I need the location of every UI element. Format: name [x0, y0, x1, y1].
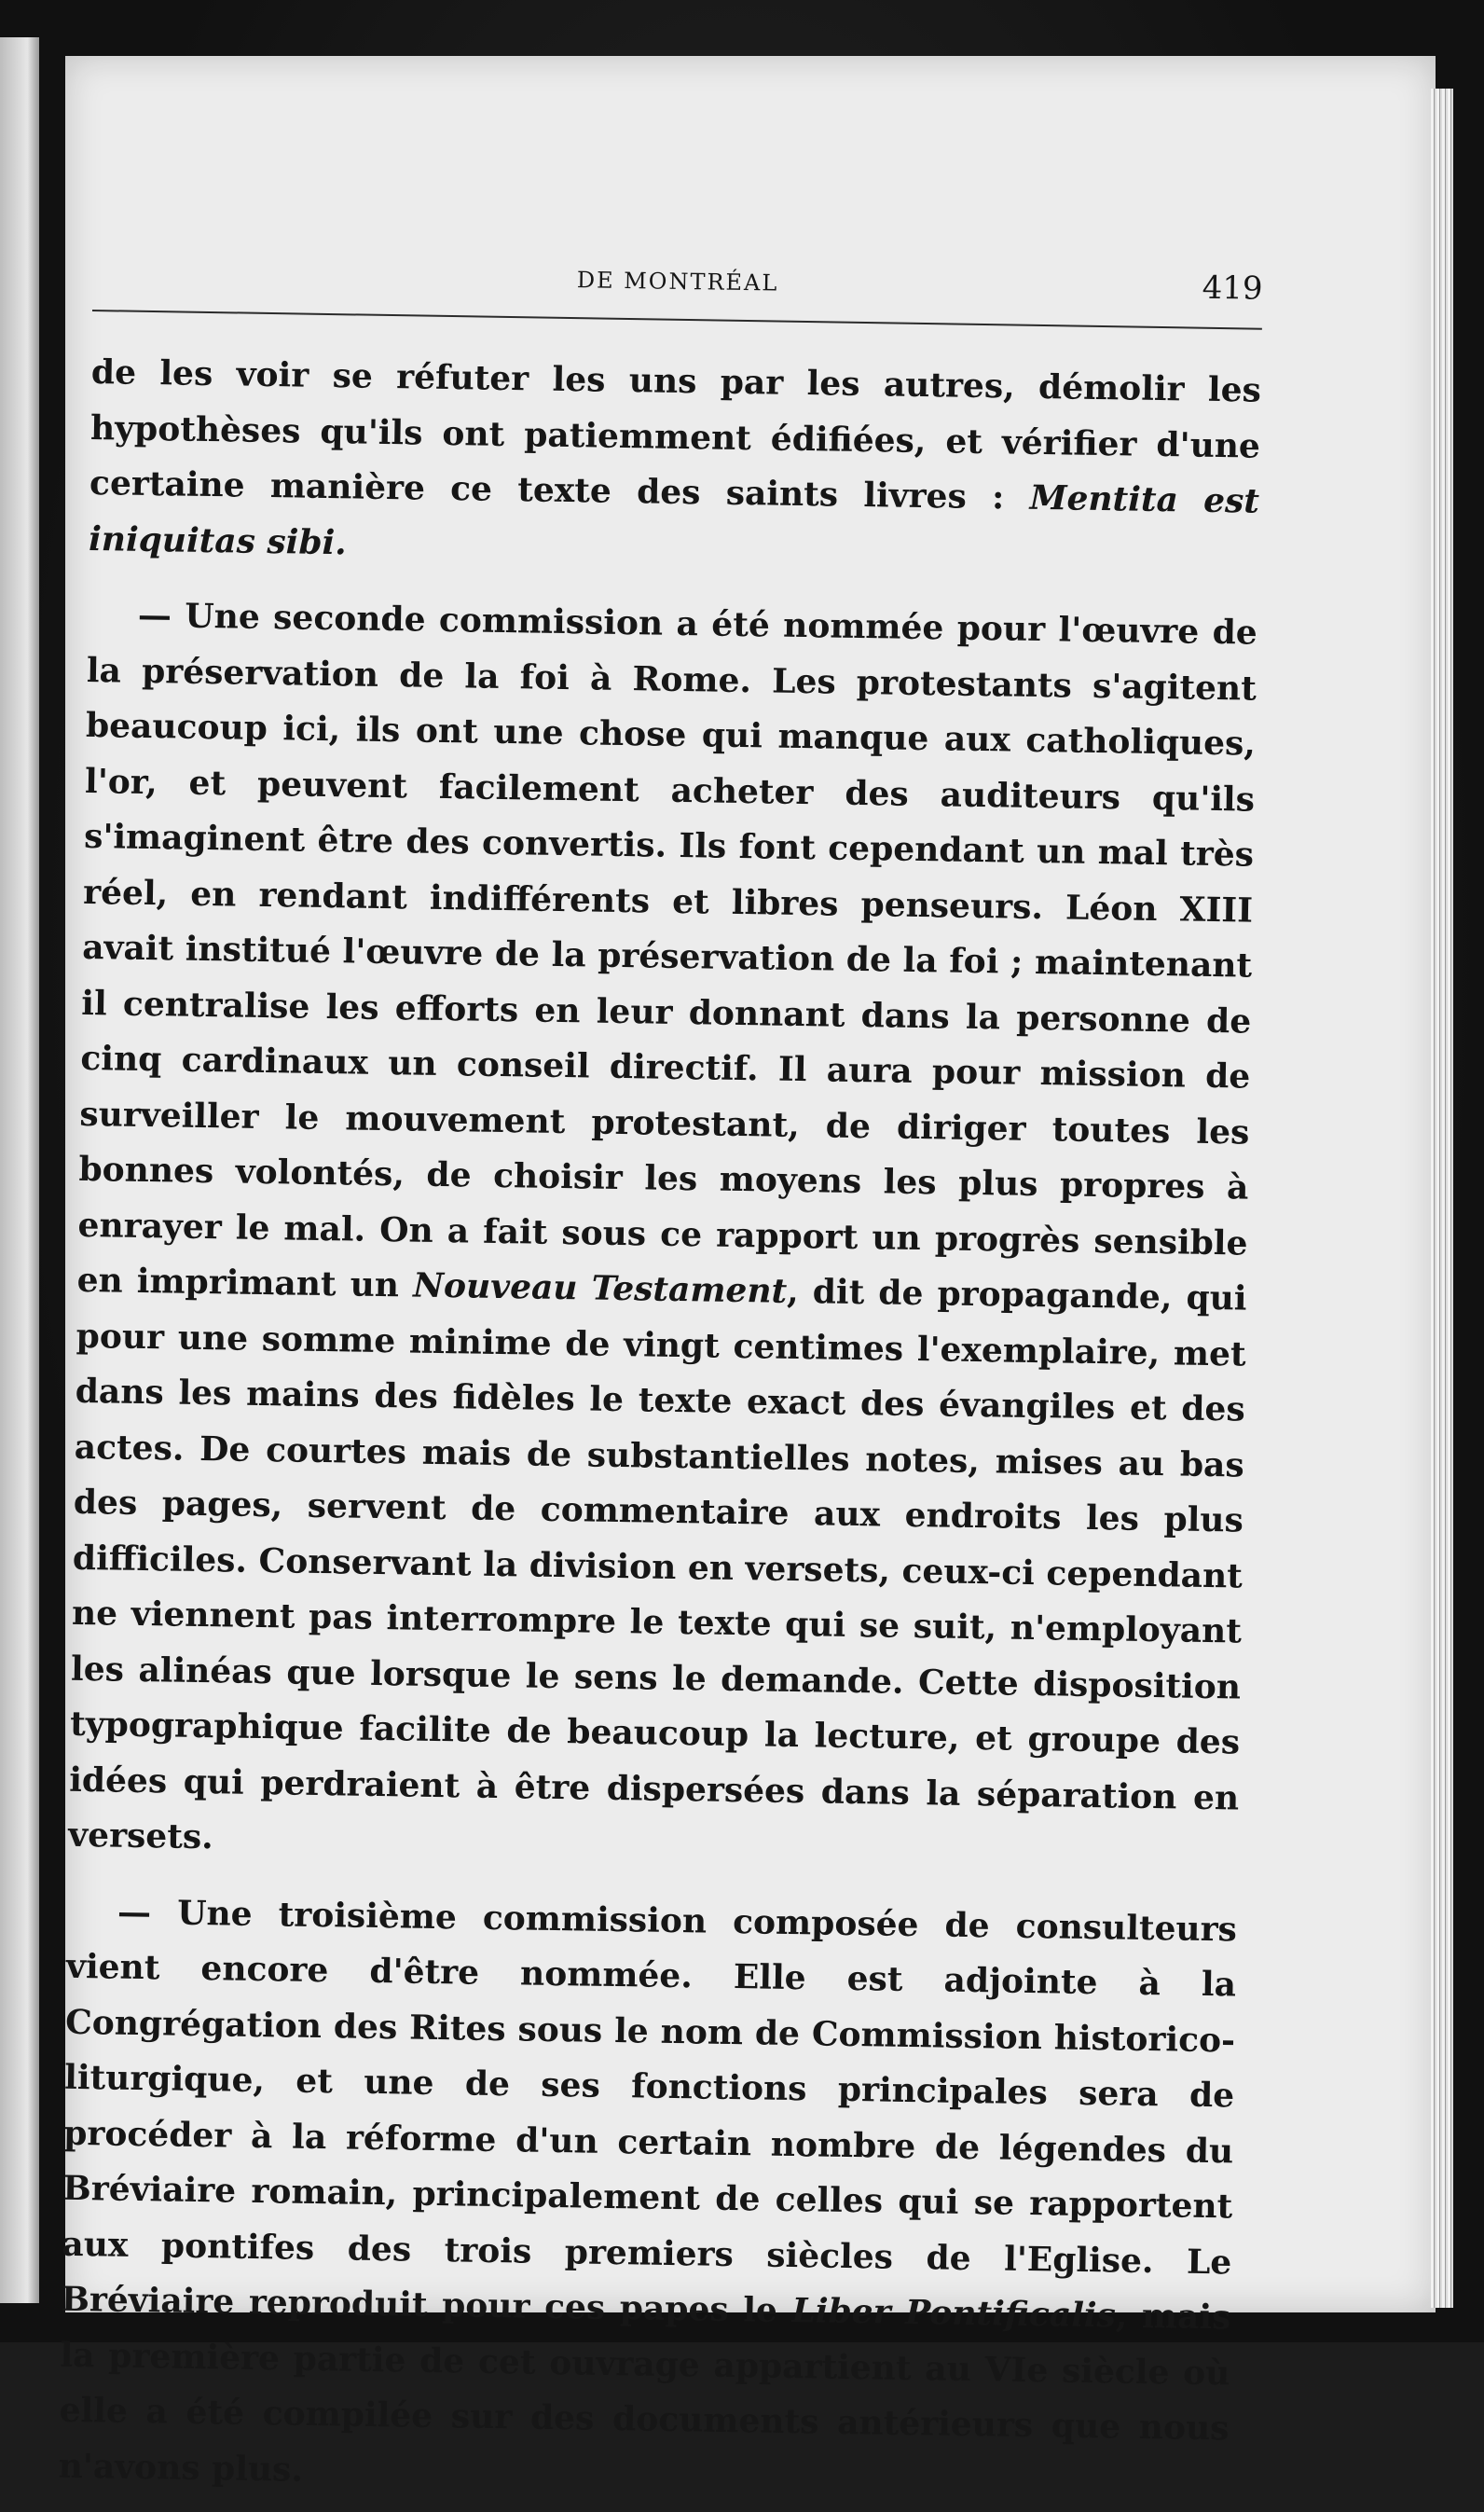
paragraph-2-text: — Une seconde commission a été nommée pour l'œuvre de la préservation de la foi à Rome. Les protestants s'agitent beaucoup ici, ils ont une chose qui manque aux catholiques, l'or, et peuvent facilement acheter des auditeurs qu'ils s'imaginent être des convertis. Ils font cependant un mal très réel, en rendant indifférents et libres penseurs. Léon XIII avait institué l'œuvre de la préservation de la foi ; maintenant il centralise les efforts en leur donnant dans la personne de cinq cardinaux un conseil directif. Il aura pour mission de surveiller le mouvement protestant, de diriger toutes les bonnes volontés, de choisir les moyens les plus propres à enrayer le mal. On a fait sous ce rapport un progrès sensible en imprimant un [76, 595, 1258, 1305]
paragraph-3-italic: Liber Pontificalis [791, 2291, 1117, 2336]
paragraph-3 [58, 1884, 1237, 2512]
paragraph-2 [68, 587, 1257, 1882]
previous-page-edge [0, 37, 39, 2303]
paragraph-3-text-end: , mais la première partie de cet ouvrage appartient au VIe siècle où elle a été compilée sur des documents antérieurs que nous n'avons plus. [58, 2296, 1231, 2490]
page-stack-edge [1431, 89, 1453, 2308]
page-content [58, 252, 1263, 2512]
paragraph-1 [89, 345, 1262, 586]
page-number: 419 [1202, 269, 1263, 308]
paragraph-3-text: — Une troisième commission composée de consulteurs vient encore d'être nommée. Elle est adjointe à la Congrégation des Rites sous le nom de Commission historico-liturgique, et une de ses fonctions principales sera de procéder à la réforme d'un certain nombre de légendes du Bréviaire romain, principalement de celles qui se rapportent aux pontifes des trois premiers siècles de l'Eglise. Le Bréviaire reproduit pour ces papes le [61, 1892, 1238, 2331]
running-head: DE MONTRÉAL [576, 267, 779, 297]
paragraph-2-italic: Nouveau Testament [412, 1265, 788, 1311]
paragraph-1-italic: Mentita est iniquitas sibi. [88, 477, 1260, 562]
paragraph-2-text-end: , dit de propagande, qui pour une somme minime de vingt centimes l'exemplaire, met dans les mains des fidèles le texte exact des évangiles et des actes. De courtes mais de substantielles notes, mises au bas des pages, servent de commentaire aux endroits les plus difficiles. Conservant la division en versets, ceux-ci cependant ne viennent pas interrompre le texte qui se suit, n'employant les alinéas que lorsque le sens le demande. Cette disposition typographique facilite de beaucoup la lecture, et groupe des idées qui perdraient à être dispersées dans la séparation en versets. [67, 1271, 1247, 1857]
paragraph-1-text: de les voir se réfuter les uns par les autres, démolir les hypothèses qu'ils ont patiemment édifiées, et vérifier d'une certaine manière ce texte des saints livres : [89, 352, 1262, 518]
